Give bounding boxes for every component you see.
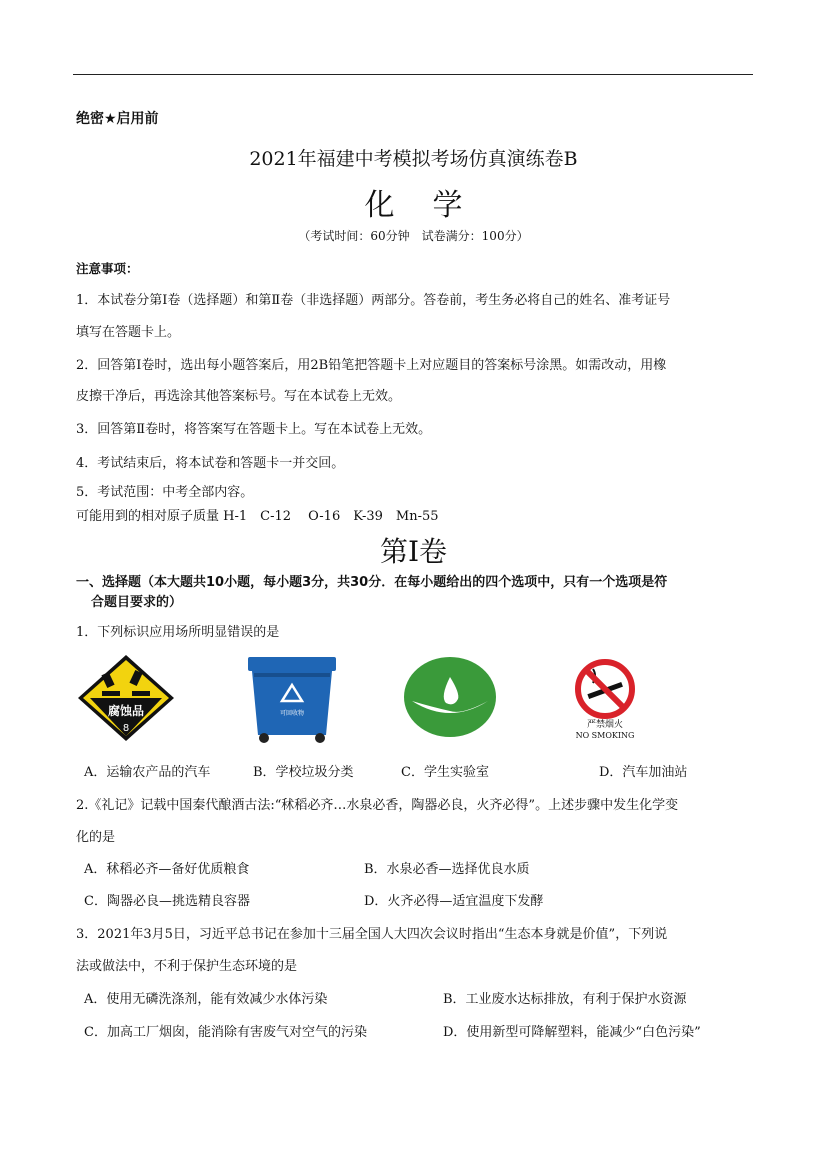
note-item-5: 5．考试范围：中考全部内容。	[76, 485, 254, 500]
q2-option-b: B．水泉必香—选择优良水质	[364, 862, 530, 877]
bin-wheel-right	[315, 733, 325, 743]
section-heading: 一、选择题（本大题共10小题，每小题3分，共30分．在每小题给出的四个选项中，只有一个选项是符	[76, 575, 668, 590]
subject-title: 化学	[364, 188, 501, 223]
q1-option-d: D．汽车加油站	[599, 765, 688, 780]
bin-body	[252, 671, 332, 735]
q1-option-b: B．学校垃圾分类	[253, 765, 354, 780]
water-saving-sign-image	[402, 655, 498, 739]
q2-option-a: A．秫稻必齐—备好优质粮食	[84, 862, 250, 877]
note-item-1: 1．本试卷分第Ⅰ卷（选择题）和第Ⅱ卷（非选择题）两部分。答卷前，考生务必将自己的姓名、准考证号	[76, 293, 671, 308]
exam-info: （考试时间：60分钟 试卷满分：100分）	[298, 229, 529, 243]
note-item-2-cont: 皮擦干净后，再选涂其他答案标号。写在本试卷上无效。	[76, 389, 402, 404]
q3-option-b: B．工业废水达标排放，有利于保护水资源	[443, 992, 687, 1007]
q2-option-d: D．火齐必得—适宜温度下发酵	[364, 894, 544, 909]
q2-option-c: C．陶器必良—挑选精良容器	[84, 894, 250, 909]
no-fire-label: 严禁烟火	[586, 720, 624, 730]
q2-stem-cont: 化的是	[76, 830, 116, 845]
corrosive-sign-image	[76, 653, 176, 743]
q3-stem-cont: 法或做法中，不利于保护生态环境的是	[76, 959, 298, 974]
surface-left-icon	[102, 691, 120, 696]
recycle-bin-image	[244, 653, 340, 745]
q3-stem: 3．2021年3月5日，习近平总书记在参加十三届全国人大四次会议时指出“生态本身就是价值”，下列说	[76, 927, 668, 942]
hand-icon	[132, 691, 150, 696]
bin-lid	[248, 657, 336, 671]
corrosive-label: 腐蚀品	[107, 704, 145, 718]
secret-mark: 绝密★启用前	[76, 111, 159, 127]
no-smoking-label: NO SMOKING	[575, 731, 635, 740]
corrosive-class-number: 8	[122, 723, 130, 734]
atomic-mass-line: 可能用到的相对原子质量 H-1 C-12 O-16 K-39 Mn-55	[76, 509, 439, 524]
note-item-3: 3．回答第Ⅱ卷时，将答案写在答题卡上。写在本试卷上无效。	[76, 422, 432, 437]
bin-rim	[254, 673, 330, 677]
recyclable-label: 可回收物	[279, 710, 305, 717]
q2-stem: 2.《礼记》记载中国秦代酿酒古法:“秫稻必齐…水泉必香，陶器必良，火齐必得”。上述步骤中发生化学变	[76, 798, 679, 813]
q3-option-a: A．使用无磷洗涤剂，能有效减少水体污染	[84, 992, 328, 1007]
section-heading-cont: 合题目要求的）	[91, 595, 183, 610]
exam-title: 2021年福建中考模拟考场仿真演练卷B	[249, 148, 578, 170]
q1-option-c: C．学生实验室	[401, 765, 489, 780]
notes-title: 注意事项：	[76, 261, 139, 276]
q1-stem: 1．下列标识应用场所明显错误的是	[76, 625, 280, 640]
q3-option-d: D．使用新型可降解塑料，能减少“白色污染”	[443, 1025, 701, 1040]
note-item-1-cont: 填写在答题卡上。	[76, 325, 181, 340]
volume-title: 第Ⅰ卷	[379, 535, 448, 568]
no-smoking-sign-image	[553, 659, 657, 741]
note-item-2: 2．回答第Ⅰ卷时，选出每小题答案后，用2B铅笔把答题卡上对应题目的答案标号涂黑。如需改动，用橡	[76, 358, 667, 373]
header-rule	[73, 74, 753, 75]
note-item-4: 4．考试结束后，将本试卷和答题卡一并交回。	[76, 456, 345, 471]
bin-wheel-left	[259, 733, 269, 743]
q1-option-a: A．运输农产品的汽车	[84, 765, 211, 780]
q3-option-c: C．加高工厂烟囱，能消除有害废气对空气的污染	[84, 1025, 367, 1040]
